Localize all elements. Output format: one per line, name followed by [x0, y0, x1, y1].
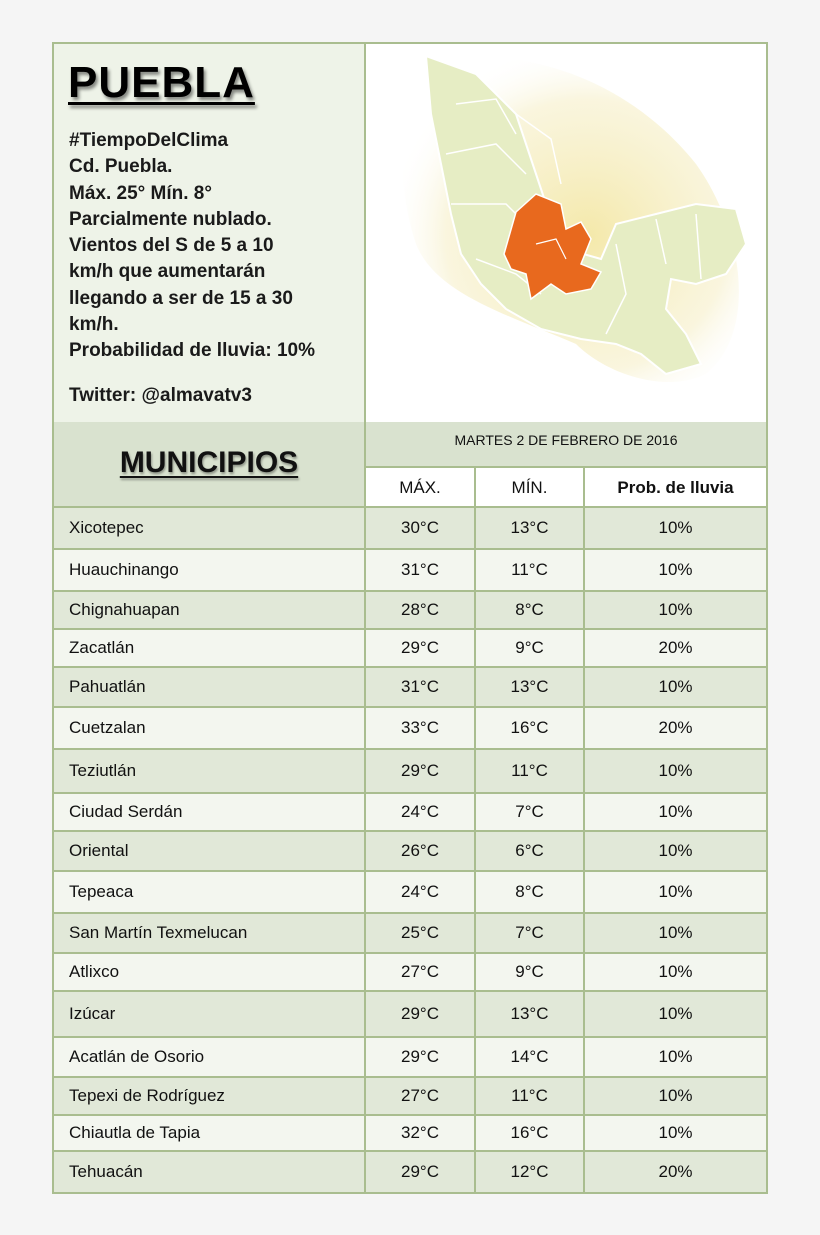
min-temp: 16°C: [476, 708, 585, 748]
state-title: PUEBLA: [68, 58, 255, 107]
municipio-name: Ciudad Serdán: [54, 794, 366, 830]
max-temp: 27°C: [366, 954, 476, 990]
rain-probability: 10%: [658, 1123, 693, 1142]
table-row: [54, 1152, 766, 1192]
forecast-line: km/h que aumentarán: [69, 261, 266, 283]
rain-probability: 10%: [658, 841, 693, 860]
municipios-title: MUNICIPIOS: [119, 446, 299, 479]
table-row: [54, 914, 766, 954]
max-temp: 29°C: [366, 630, 476, 666]
municipio-name: Chiautla de Tapia: [54, 1116, 366, 1150]
table-row: [54, 794, 766, 832]
municipio-name: Izúcar: [54, 992, 366, 1036]
forecast-line: Probabilidad de lluvia: 10%: [69, 340, 316, 362]
municipio-name: Zacatlán: [54, 630, 366, 666]
rain-probability: 10%: [658, 1004, 693, 1023]
max-temp: 26°C: [366, 832, 476, 870]
municipio-name: Acatlán de Osorio: [54, 1038, 366, 1076]
rain-probability: 10%: [658, 677, 693, 696]
min-temp: 9°C: [476, 954, 585, 990]
min-temp: 12°C: [476, 1152, 585, 1192]
municipio-name: Chignahuapan: [54, 592, 366, 628]
max-temp: 30°C: [366, 508, 476, 548]
max-temp: 32°C: [366, 1116, 476, 1150]
municipio-name: Teziutlán: [54, 750, 366, 792]
rain-probability: 10%: [658, 962, 693, 981]
rain-probability: 10%: [658, 518, 693, 537]
max-temp: 27°C: [366, 1078, 476, 1114]
min-temp: 7°C: [476, 914, 585, 952]
table-row: [54, 668, 766, 708]
municipios-table-body: [54, 508, 766, 1192]
max-temp: 29°C: [366, 1038, 476, 1076]
municipio-name: Atlixco: [54, 954, 366, 990]
table-row: [54, 592, 766, 630]
mexico-map-graphic: [366, 44, 766, 422]
table-row: [54, 1116, 766, 1152]
min-temp: 11°C: [476, 750, 585, 792]
min-temp: 8°C: [476, 592, 585, 628]
max-temp: 25°C: [366, 914, 476, 952]
max-temp: 29°C: [366, 992, 476, 1036]
forecast-line: km/h.: [69, 314, 119, 336]
rain-probability: 20%: [658, 718, 693, 737]
table-row: [54, 954, 766, 992]
min-temp: 11°C: [476, 550, 585, 590]
max-temp: 28°C: [366, 592, 476, 628]
municipio-name: San Martín Texmelucan: [54, 914, 366, 952]
col-header-prob: Prob. de lluvia: [585, 468, 766, 508]
col-header-max: MÁX.: [366, 468, 476, 508]
municipio-name: Tepeaca: [54, 872, 366, 912]
min-temp: 11°C: [476, 1078, 585, 1114]
min-temp: 8°C: [476, 872, 585, 912]
municipio-name: Cuetzalan: [54, 708, 366, 748]
municipio-name: Pahuatlán: [54, 668, 366, 706]
municipio-name: Tepexi de Rodríguez: [54, 1078, 366, 1114]
municipio-name: Huauchinango: [54, 550, 366, 590]
rain-probability: 20%: [658, 638, 693, 657]
rain-probability: 10%: [658, 560, 693, 579]
rain-probability: 10%: [658, 761, 693, 780]
state-map: [366, 44, 766, 422]
info-panel: [54, 44, 366, 422]
table-row: [54, 992, 766, 1038]
table-row: [54, 1078, 766, 1116]
max-temp: 31°C: [366, 550, 476, 590]
min-temp: 16°C: [476, 1116, 585, 1150]
rain-probability: 10%: [658, 1086, 693, 1105]
forecast-line: Máx. 25° Mín. 8°: [69, 182, 212, 204]
min-temp: 13°C: [476, 668, 585, 706]
twitter-handle: Twitter: @almavatv3: [69, 385, 252, 406]
rain-probability: 10%: [658, 923, 693, 942]
table-row: [54, 708, 766, 750]
municipio-name: Tehuacán: [54, 1152, 366, 1192]
forecast-line: #TiempoDelClima: [69, 130, 229, 151]
rain-probability: 10%: [658, 882, 693, 901]
min-temp: 13°C: [476, 992, 585, 1036]
header-section: [54, 44, 766, 424]
min-temp: 14°C: [476, 1038, 585, 1076]
forecast-line: Parcialmente nublado.: [69, 208, 272, 230]
municipios-header-cell: [54, 422, 366, 508]
forecast-text: [69, 128, 361, 365]
weather-card: [52, 42, 768, 1194]
rain-probability: 20%: [658, 1162, 693, 1181]
min-temp: 9°C: [476, 630, 585, 666]
rain-probability: 10%: [658, 1047, 693, 1066]
forecast-line: llegando a ser de 15 a 30: [69, 287, 293, 309]
rain-probability: 10%: [658, 802, 693, 821]
rain-probability: 10%: [658, 600, 693, 619]
municipio-name: Oriental: [54, 832, 366, 870]
table-row: [54, 508, 766, 550]
date-header: MARTES 2 DE FEBRERO DE 2016: [366, 422, 766, 468]
table-row: [54, 1038, 766, 1078]
min-temp: 7°C: [476, 794, 585, 830]
table-row: [54, 550, 766, 592]
max-temp: 29°C: [366, 750, 476, 792]
forecast-line: Vientos del S de 5 a 10: [69, 235, 274, 257]
max-temp: 24°C: [366, 872, 476, 912]
min-temp: 6°C: [476, 832, 585, 870]
max-temp: 31°C: [366, 668, 476, 706]
table-row: [54, 750, 766, 794]
max-temp: 33°C: [366, 708, 476, 748]
table-row: [54, 872, 766, 914]
table-row: [54, 630, 766, 668]
table-row: [54, 832, 766, 872]
forecast-line: Cd. Puebla.: [69, 156, 173, 178]
col-header-min: MÍN.: [476, 468, 585, 508]
max-temp: 29°C: [366, 1152, 476, 1192]
max-temp: 24°C: [366, 794, 476, 830]
min-temp: 13°C: [476, 508, 585, 548]
municipio-name: Xicotepec: [54, 508, 366, 548]
